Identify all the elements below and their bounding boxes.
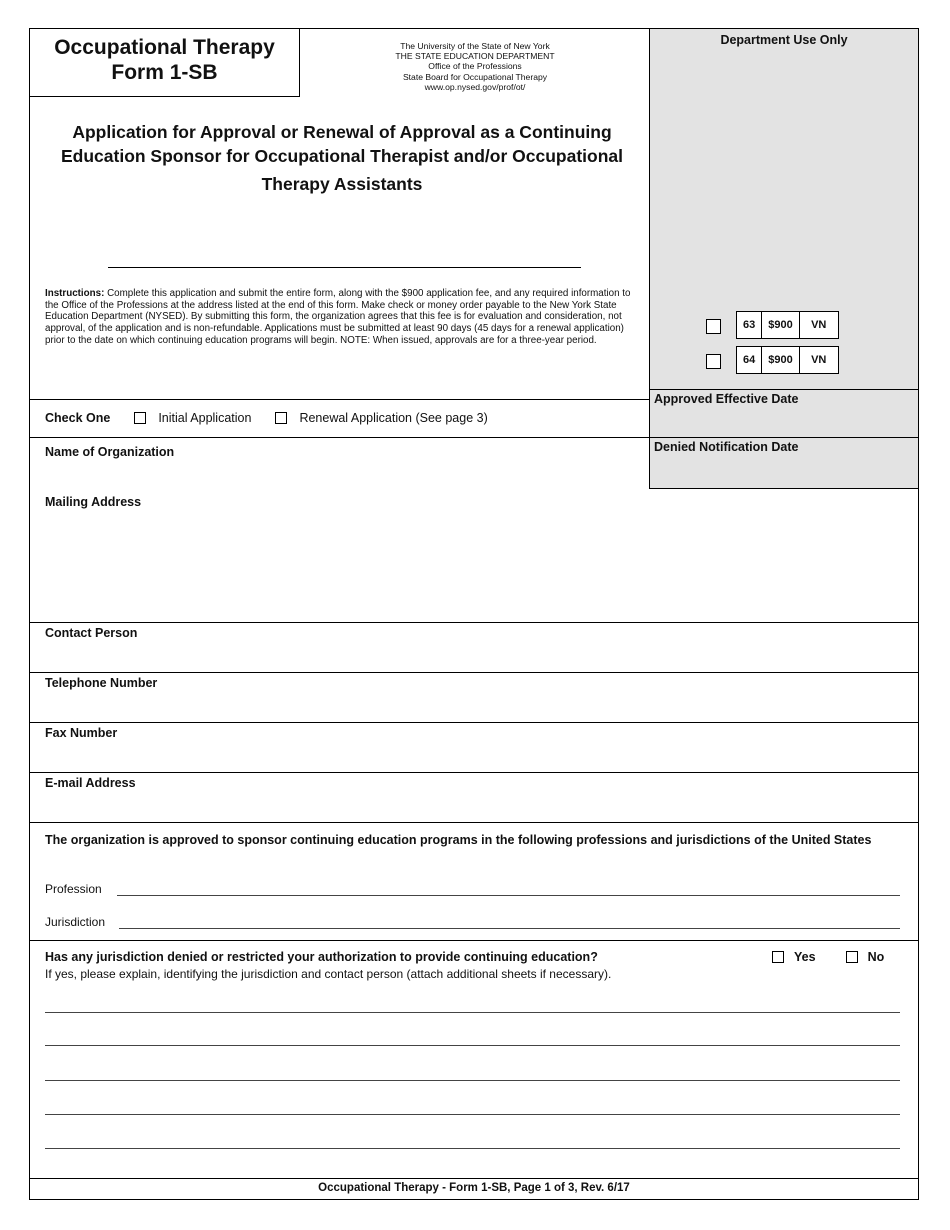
- fax-label: Fax Number: [45, 726, 118, 740]
- profession-label: Profession: [45, 882, 102, 896]
- agency-line: THE STATE EDUCATION DEPARTMENT: [395, 51, 555, 62]
- contact-person-input[interactable]: [45, 643, 905, 669]
- approved-section-heading: The organization is approved to sponsor continuing education programs in the following professions and jurisdictions of the United States: [45, 833, 872, 847]
- form-title-line1: Occupational Therapy: [54, 36, 275, 59]
- title-line: Therapy Assistants: [261, 174, 423, 194]
- agency-header: [318, 41, 632, 92]
- explanation-line[interactable]: [45, 1080, 900, 1081]
- denied-notification-date-label: Denied Notification Date: [654, 440, 799, 454]
- title-line: Application for Approval or Renewal of Approval as a Continuing: [72, 122, 612, 142]
- denied-explain: If yes, please explain, identifying the jurisdiction and contact person (attach additional sheets if necessary).: [45, 967, 612, 981]
- title-line: Education Sponsor for Occupational Therapist and/or Occupational: [60, 146, 623, 166]
- form-title-line2: Form 1-SB: [111, 61, 218, 84]
- form-title-box: [30, 29, 300, 97]
- organization-label: Name of Organization: [45, 445, 175, 459]
- telephone-label: Telephone Number: [45, 676, 158, 690]
- denied-yes-checkbox[interactable]: [772, 951, 784, 963]
- check-one-label: Check One: [45, 411, 111, 425]
- denied-no-label: No: [867, 950, 885, 964]
- fax-input[interactable]: [45, 743, 905, 769]
- telephone-input[interactable]: [45, 693, 905, 719]
- jurisdiction-input[interactable]: [119, 928, 900, 929]
- department-use-panel: [649, 29, 918, 489]
- denied-yes-label: Yes: [794, 950, 816, 964]
- fee-code-box-63: [736, 311, 839, 339]
- mailing-address-input[interactable]: [45, 513, 905, 619]
- initial-application-checkbox[interactable]: [134, 412, 146, 424]
- denied-question: Has any jurisdiction denied or restricted your authorization to provide continuing education?: [45, 950, 598, 964]
- fee-code: 64: [737, 347, 762, 373]
- email-label: E-mail Address: [45, 776, 136, 790]
- agency-line: www.op.nysed.gov/prof/ot/: [424, 81, 526, 92]
- fee-type: VN: [811, 354, 827, 366]
- explanation-line[interactable]: [45, 1148, 900, 1149]
- form-page: [29, 28, 919, 1200]
- explanation-line[interactable]: [45, 1114, 900, 1115]
- agency-line: The University of the State of New York: [400, 41, 550, 51]
- page-title: [36, 120, 648, 196]
- fee-type: VN: [811, 319, 827, 331]
- initial-application-label: Initial Application: [158, 411, 252, 425]
- contact-person-label: Contact Person: [45, 626, 138, 640]
- check-one-row: [45, 411, 488, 425]
- denied-no-checkbox[interactable]: [846, 951, 858, 963]
- renewal-application-checkbox[interactable]: [275, 412, 287, 424]
- renewal-application-label: Renewal Application (See page 3): [299, 411, 488, 425]
- denied-yes-no: [772, 950, 884, 964]
- profession-input[interactable]: [117, 895, 900, 896]
- instructions-text: Complete this application and submit the entire form, along with the $900 application fee, and any required information to the Office of the Professions at the address listed at the end of this form. Make check or money order payable to the New York State Education Department (NYSED). By submitting this form, the organization agrees that this fee is for evaluation and consideration, not approval, of the application and is non-refundable. Applications must be submitted at least 90 days (45 days for a renewal application) prior to the date on which continuing education programs will begin. NOTE: When issued, approvals are for a three-year period.: [45, 288, 631, 346]
- code-63-checkbox[interactable]: [706, 319, 721, 334]
- code-64-checkbox[interactable]: [706, 354, 721, 369]
- fee-code: 63: [737, 312, 762, 338]
- explanation-line[interactable]: [45, 1045, 900, 1046]
- instructions-label: Instructions:: [45, 288, 105, 299]
- fee-amount: $900: [762, 312, 799, 338]
- fee-code-box-64: [736, 346, 839, 374]
- approved-effective-date-label: Approved Effective Date: [654, 392, 799, 406]
- page-footer: Occupational Therapy - Form 1-SB, Page 1 of 3, Rev. 6/17: [318, 1182, 630, 1194]
- mailing-address-label: Mailing Address: [45, 495, 142, 509]
- explanation-line[interactable]: [45, 1012, 900, 1013]
- title-underline: [108, 267, 581, 268]
- agency-line: Office of the Professions: [428, 61, 522, 72]
- email-input[interactable]: [45, 793, 905, 819]
- instructions: [45, 288, 645, 347]
- department-use-title: Department Use Only: [720, 33, 848, 47]
- jurisdiction-label: Jurisdiction: [45, 915, 106, 929]
- organization-input[interactable]: [180, 459, 640, 485]
- fee-amount: $900: [762, 347, 799, 373]
- agency-line: State Board for Occupational Therapy: [402, 71, 548, 82]
